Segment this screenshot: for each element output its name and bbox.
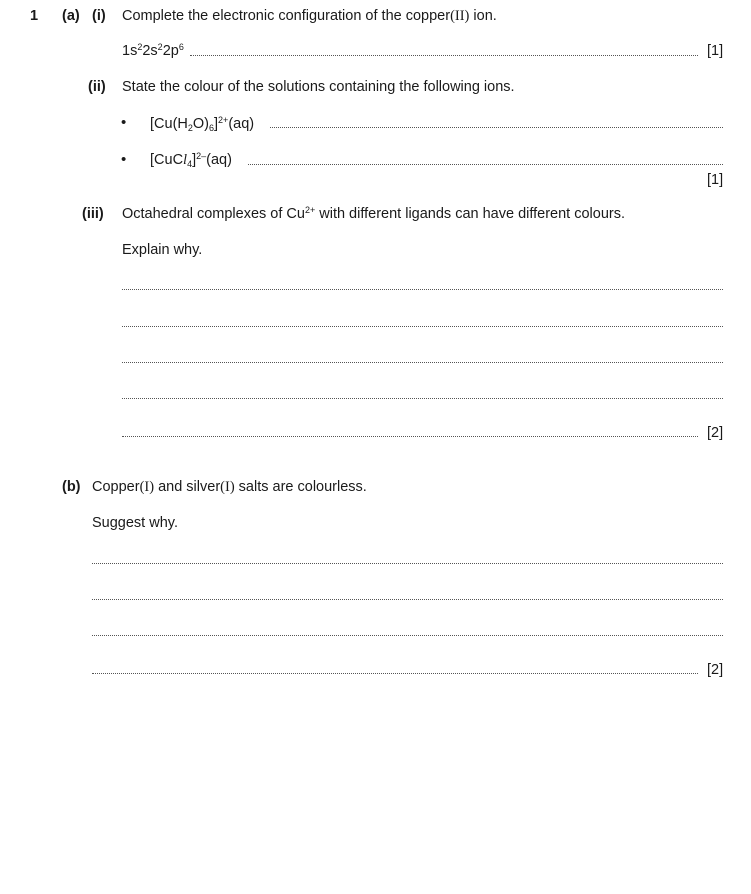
answer-line-iii-5[interactable] (122, 436, 698, 437)
marks-i: [1] (707, 43, 724, 59)
marks-iii: [2] (707, 425, 724, 441)
answer-line-b-3[interactable] (92, 635, 723, 636)
marks-ii: [1] (707, 172, 724, 188)
subpart-i-label: (i) (92, 8, 106, 24)
answer-line-iii-4[interactable] (122, 398, 723, 399)
part-b-prompt: Copper(I) and silver(I) salts are colourless. (92, 479, 367, 495)
part-a-label: (a) (62, 8, 80, 24)
answer-line-config[interactable] (190, 55, 698, 56)
ion-hexaaqua: $[Cu(H_2O)_6]^{2+}(aq)$ (150, 115, 255, 133)
answer-line-b-2[interactable] (92, 599, 723, 600)
subpart-ii-prompt: State the colour of the solutions containing the following ions. (122, 79, 515, 95)
electron-configuration: $1s^22s^22p^6$ (122, 42, 184, 59)
marks-b: [2] (707, 662, 724, 678)
answer-line-ion2[interactable] (248, 164, 723, 165)
subpart-iii-label: (iii) (82, 206, 104, 222)
answer-line-iii-2[interactable] (122, 326, 723, 327)
subpart-iii-instruction: Explain why. (122, 242, 203, 258)
bullet-2: • (121, 151, 127, 168)
part-b-label: (b) (62, 479, 81, 495)
question-number: 1 (30, 8, 39, 24)
answer-line-b-4[interactable] (92, 673, 698, 674)
answer-line-b-1[interactable] (92, 563, 723, 564)
subpart-iii-prompt: Octahedral complexes of $Cu^{2+}$ with different ligands can have different colours. (122, 205, 626, 222)
ion-tetrachloro: [CuCl$_4$]$^{2-}$(aq) (150, 151, 232, 169)
subpart-ii-label: (ii) (88, 79, 106, 95)
answer-line-iii-3[interactable] (122, 362, 723, 363)
bullet-1: • (121, 114, 127, 131)
subpart-i-prompt: Complete the electronic configuration of the copper(II) ion. (122, 8, 497, 24)
answer-line-ion1[interactable] (270, 127, 723, 128)
answer-line-iii-1[interactable] (122, 289, 723, 290)
part-b-instruction: Suggest why. (92, 515, 178, 531)
